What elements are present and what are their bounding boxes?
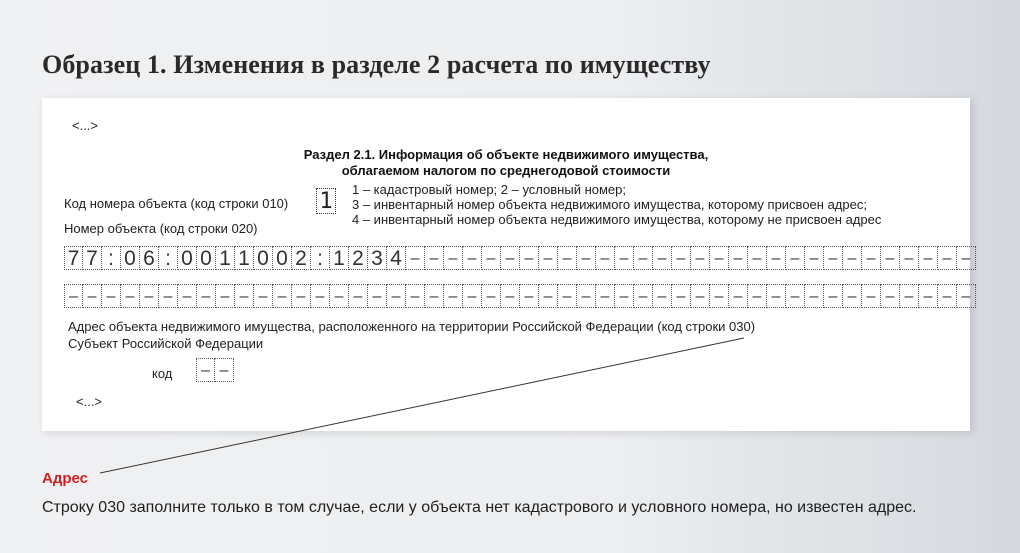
number-cell[interactable]: 0: [178, 246, 197, 270]
number-cell[interactable]: –: [463, 284, 482, 308]
number-cell[interactable]: 7: [83, 246, 102, 270]
number-cell[interactable]: –: [539, 284, 558, 308]
number-cell[interactable]: –: [273, 284, 292, 308]
number-cell[interactable]: –: [691, 284, 710, 308]
number-cell[interactable]: –: [881, 284, 900, 308]
number-cell[interactable]: –: [387, 284, 406, 308]
footer-label: Адрес: [42, 470, 89, 487]
number-cell[interactable]: –: [900, 246, 919, 270]
number-cell[interactable]: –: [824, 284, 843, 308]
number-cell[interactable]: –: [216, 284, 235, 308]
number-cell[interactable]: 1: [330, 246, 349, 270]
number-cell[interactable]: –: [634, 284, 653, 308]
number-cell[interactable]: –: [729, 284, 748, 308]
number-cell[interactable]: –: [957, 284, 976, 308]
number-cell[interactable]: –: [330, 284, 349, 308]
number-cell[interactable]: 0: [197, 246, 216, 270]
number-cell[interactable]: 4: [387, 246, 406, 270]
number-cell[interactable]: –: [938, 284, 957, 308]
number-cell[interactable]: –: [710, 284, 729, 308]
number-cell[interactable]: –: [292, 284, 311, 308]
number-cell[interactable]: 3: [368, 246, 387, 270]
number-cell[interactable]: –: [444, 246, 463, 270]
number-cell[interactable]: –: [482, 284, 501, 308]
number-cell[interactable]: –: [311, 284, 330, 308]
subject-label: Субъект Российской Федерации: [68, 336, 264, 351]
number-cell[interactable]: –: [406, 284, 425, 308]
code-option: 1 – кадастровый номер; 2 – условный номер;: [352, 182, 626, 197]
number-cell[interactable]: 0: [254, 246, 273, 270]
page-title: Образец 1. Изменения в разделе 2 расчета по имуществу: [42, 50, 711, 79]
number-cell[interactable]: 0: [121, 246, 140, 270]
number-cell[interactable]: –: [577, 284, 596, 308]
number-cell[interactable]: –: [159, 284, 178, 308]
number-cell[interactable]: –: [653, 246, 672, 270]
number-cell[interactable]: –: [767, 246, 786, 270]
object-code-field[interactable]: 1: [316, 188, 336, 214]
number-cell[interactable]: –: [672, 284, 691, 308]
number-cell[interactable]: –: [558, 246, 577, 270]
subject-code-label: код: [152, 366, 173, 381]
number-cell[interactable]: –: [596, 284, 615, 308]
number-cell[interactable]: –: [102, 284, 121, 308]
number-cell[interactable]: 7: [64, 246, 83, 270]
number-cell[interactable]: –: [501, 284, 520, 308]
number-cell[interactable]: –: [653, 284, 672, 308]
ellipsis-top: <...>: [72, 118, 99, 133]
number-cell[interactable]: –: [577, 246, 596, 270]
number-cell[interactable]: –: [197, 284, 216, 308]
number-cell[interactable]: –: [254, 284, 273, 308]
number-cell[interactable]: –: [957, 246, 976, 270]
number-cell[interactable]: –: [862, 284, 881, 308]
number-cell[interactable]: :: [102, 246, 121, 270]
number-cell[interactable]: –: [520, 284, 539, 308]
number-cell[interactable]: –: [710, 246, 729, 270]
number-cell[interactable]: –: [786, 246, 805, 270]
number-cell[interactable]: –: [729, 246, 748, 270]
number-cell[interactable]: –: [748, 246, 767, 270]
section-title-line1: Раздел 2.1. Информация об объекте недвижимого имущества,: [303, 147, 709, 162]
number-cell[interactable]: –: [539, 246, 558, 270]
address-label: Адрес объекта недвижимого имущества, расположенного на территории Российской Федерации (код строки 030): [68, 319, 756, 334]
number-cell[interactable]: –: [235, 284, 254, 308]
number-cell[interactable]: –: [596, 246, 615, 270]
number-cell[interactable]: –: [140, 284, 159, 308]
number-cell[interactable]: –: [444, 284, 463, 308]
number-cell[interactable]: –: [501, 246, 520, 270]
code-option: 4 – инвентарный номер объекта недвижимого имущества, которому не присвоен адрес: [352, 212, 882, 227]
number-cell[interactable]: –: [919, 284, 938, 308]
number-cell[interactable]: –: [805, 246, 824, 270]
number-cell[interactable]: –: [767, 284, 786, 308]
number-cell[interactable]: –: [672, 246, 691, 270]
number-cell[interactable]: –: [425, 284, 444, 308]
number-cell[interactable]: –: [786, 284, 805, 308]
number-cell[interactable]: –: [463, 246, 482, 270]
number-cell[interactable]: –: [615, 246, 634, 270]
number-cell[interactable]: –: [121, 284, 140, 308]
number-cell[interactable]: –: [938, 246, 957, 270]
number-cell[interactable]: 0: [273, 246, 292, 270]
number-cell[interactable]: –: [64, 284, 83, 308]
number-cell[interactable]: –: [196, 358, 215, 382]
number-cell[interactable]: –: [862, 246, 881, 270]
number-cell[interactable]: 2: [292, 246, 311, 270]
code-option: 3 – инвентарный номер объекта недвижимого имущества, которому присвоен адрес;: [352, 197, 867, 212]
number-cell[interactable]: –: [178, 284, 197, 308]
number-cell[interactable]: –: [881, 246, 900, 270]
section-title-line2: облагаемом налогом по среднегодовой стоимости: [341, 163, 671, 178]
number-cell[interactable]: –: [520, 246, 539, 270]
number-cell[interactable]: –: [805, 284, 824, 308]
number-cell[interactable]: 2: [349, 246, 368, 270]
number-cell[interactable]: –: [824, 246, 843, 270]
number-cell[interactable]: –: [900, 284, 919, 308]
footer-text: Строку 030 заполните только в том случае, если у объекта нет кадастрового и условного номера, но известен адрес.: [42, 499, 917, 516]
number-cell[interactable]: –: [482, 246, 501, 270]
number-cell[interactable]: :: [159, 246, 178, 270]
number-cell[interactable]: –: [349, 284, 368, 308]
number-cell[interactable]: –: [748, 284, 767, 308]
number-cell[interactable]: –: [843, 284, 862, 308]
number-cell[interactable]: –: [615, 284, 634, 308]
number-cell[interactable]: :: [311, 246, 330, 270]
number-cell[interactable]: –: [406, 246, 425, 270]
number-cell[interactable]: 1: [216, 246, 235, 270]
number-cell[interactable]: –: [634, 246, 653, 270]
number-cell[interactable]: –: [558, 284, 577, 308]
number-cell[interactable]: 6: [140, 246, 159, 270]
number-cell[interactable]: –: [368, 284, 387, 308]
number-cell[interactable]: –: [425, 246, 444, 270]
number-cell[interactable]: –: [83, 284, 102, 308]
number-cell[interactable]: –: [843, 246, 862, 270]
ellipsis-bottom: <...>: [76, 394, 103, 409]
object-code-label: Код номера объекта (код строки 010): [64, 196, 289, 211]
object-number-label: Номер объекта (код строки 020): [64, 221, 258, 236]
number-cell[interactable]: –: [919, 246, 938, 270]
number-cell[interactable]: 1: [235, 246, 254, 270]
number-cell[interactable]: –: [691, 246, 710, 270]
number-cell[interactable]: –: [215, 358, 234, 382]
